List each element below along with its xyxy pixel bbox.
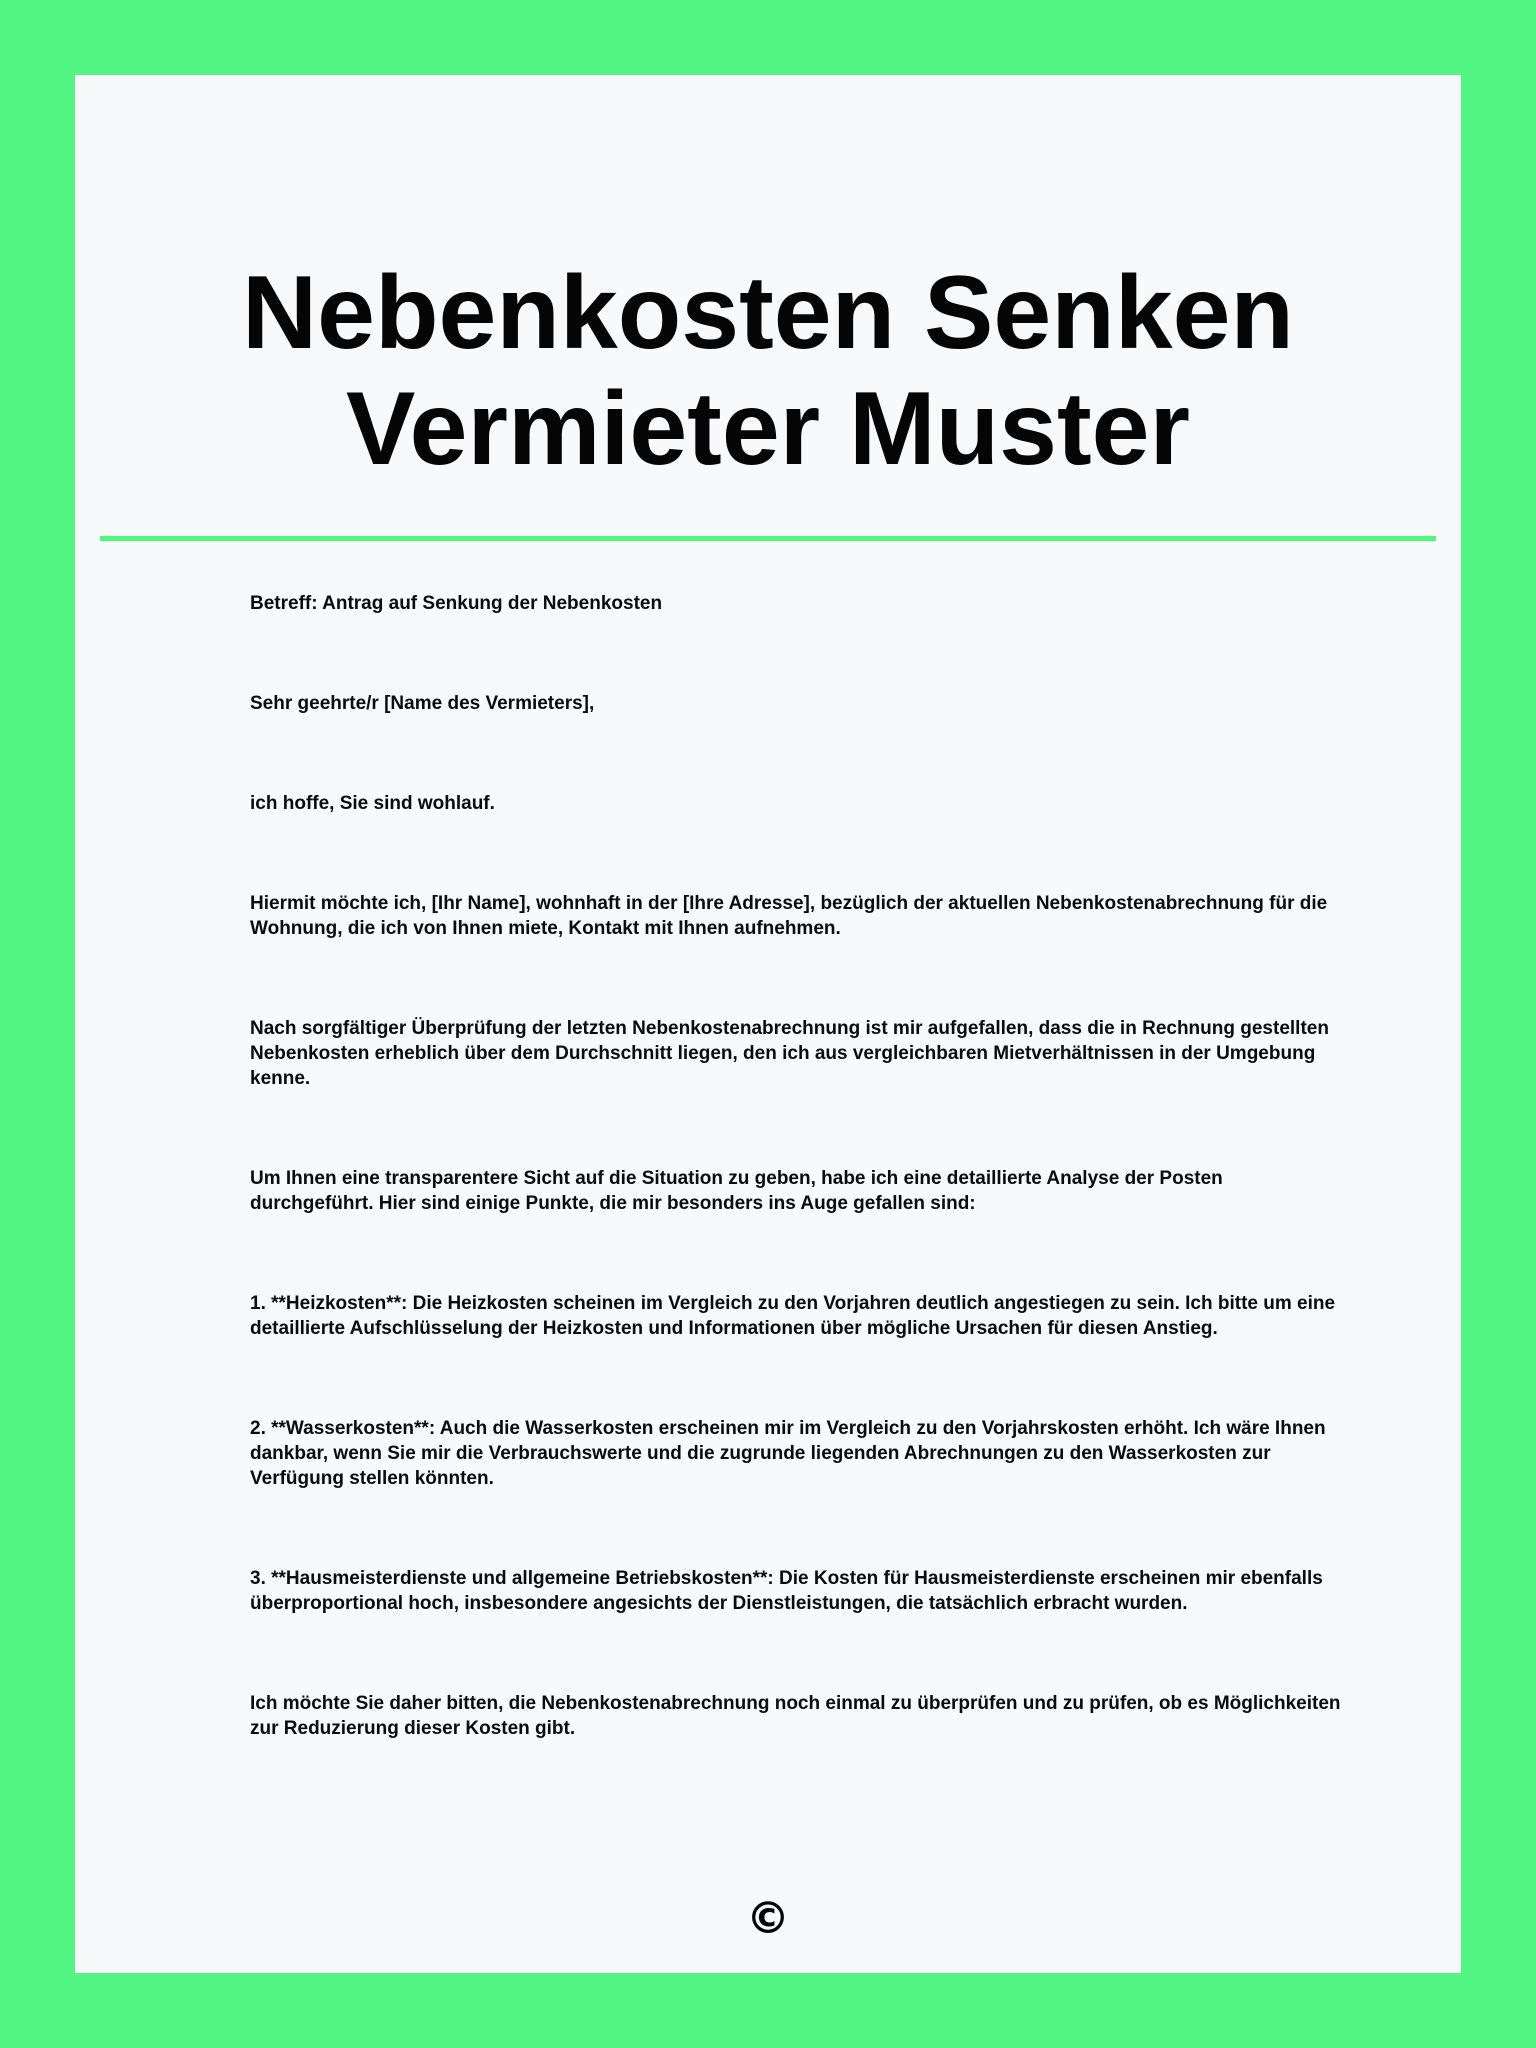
title-line-2: Vermieter Muster [346,371,1190,487]
title-divider [100,536,1436,541]
point-hausmeisterdienste: 3. **Hausmeisterdienste und allgemeine Betriebskosten**: Die Kosten für Hausmeisterdienste erscheinen mir ebenfalls überproportional hoch, insbesondere angesichts der Dienstleistungen, die tatsächlich erbracht wurden. [250,1568,1323,1614]
point-heizkosten: 1. **Heizkosten**: Die Heizkosten scheinen im Vergleich zu den Vorjahren deutlich angestiegen zu sein. Ich bitte um eine detaillierte Aufschlüsselung der Heizkosten und Informationen über mögliche Ursachen für diesen Anstieg. [250,1293,1336,1339]
letter-body [250,591,1350,1816]
page-title [75,255,1461,487]
observation-paragraph: Nach sorgfältiger Überprüfung der letzten Nebenkostenabrechnung ist mir aufgefallen, dass die in Rechnung gestellten Nebenkosten erheblich über dem Durchschnitt liegen, den ich aus vergleichbaren Mietverhältnissen in der Umgebung kenne. [250,1018,1329,1089]
document-page [75,75,1461,1973]
copyright-symbol: © [746,1893,790,1944]
request-paragraph: Ich möchte Sie daher bitten, die Nebenkostenabrechnung noch einmal zu überprüfen und zu prüfen, ob es Möglichkeiten zur Reduzierung dieser Kosten gibt. [250,1693,1341,1739]
point-wasserkosten: 2. **Wasserkosten**: Auch die Wasserkosten erscheinen mir im Vergleich zu den Vorjahrskosten erhöht. Ich wäre Ihnen dankbar, wenn Sie mir die Verbrauchswerte und die zugrunde liegenden Abrechnungen zu den Wasserkosten zur Verfügung stellen könnten. [250,1418,1326,1489]
title-line-1: Nebenkosten Senken [242,255,1294,371]
subject-line: Betreff: Antrag auf Senkung der Nebenkosten [250,593,663,614]
salutation: Sehr geehrte/r [Name des Vermieters], [250,693,595,714]
greeting: ich hoffe, Sie sind wohlauf. [250,793,495,814]
intro-paragraph: Hiermit möchte ich, [Ihr Name], wohnhaft in der [Ihre Adresse], bezüglich der aktuellen Nebenkostenabrechnung für die Wohnung, die ich von Ihnen miete, Kontakt mit Ihnen aufnehmen. [250,893,1328,939]
analysis-paragraph: Um Ihnen eine transparentere Sicht auf die Situation zu geben, habe ich eine detaillierte Analyse der Posten durchgeführt. Hier sind einige Punkte, die mir besonders ins Auge gefallen sind: [250,1168,1223,1214]
